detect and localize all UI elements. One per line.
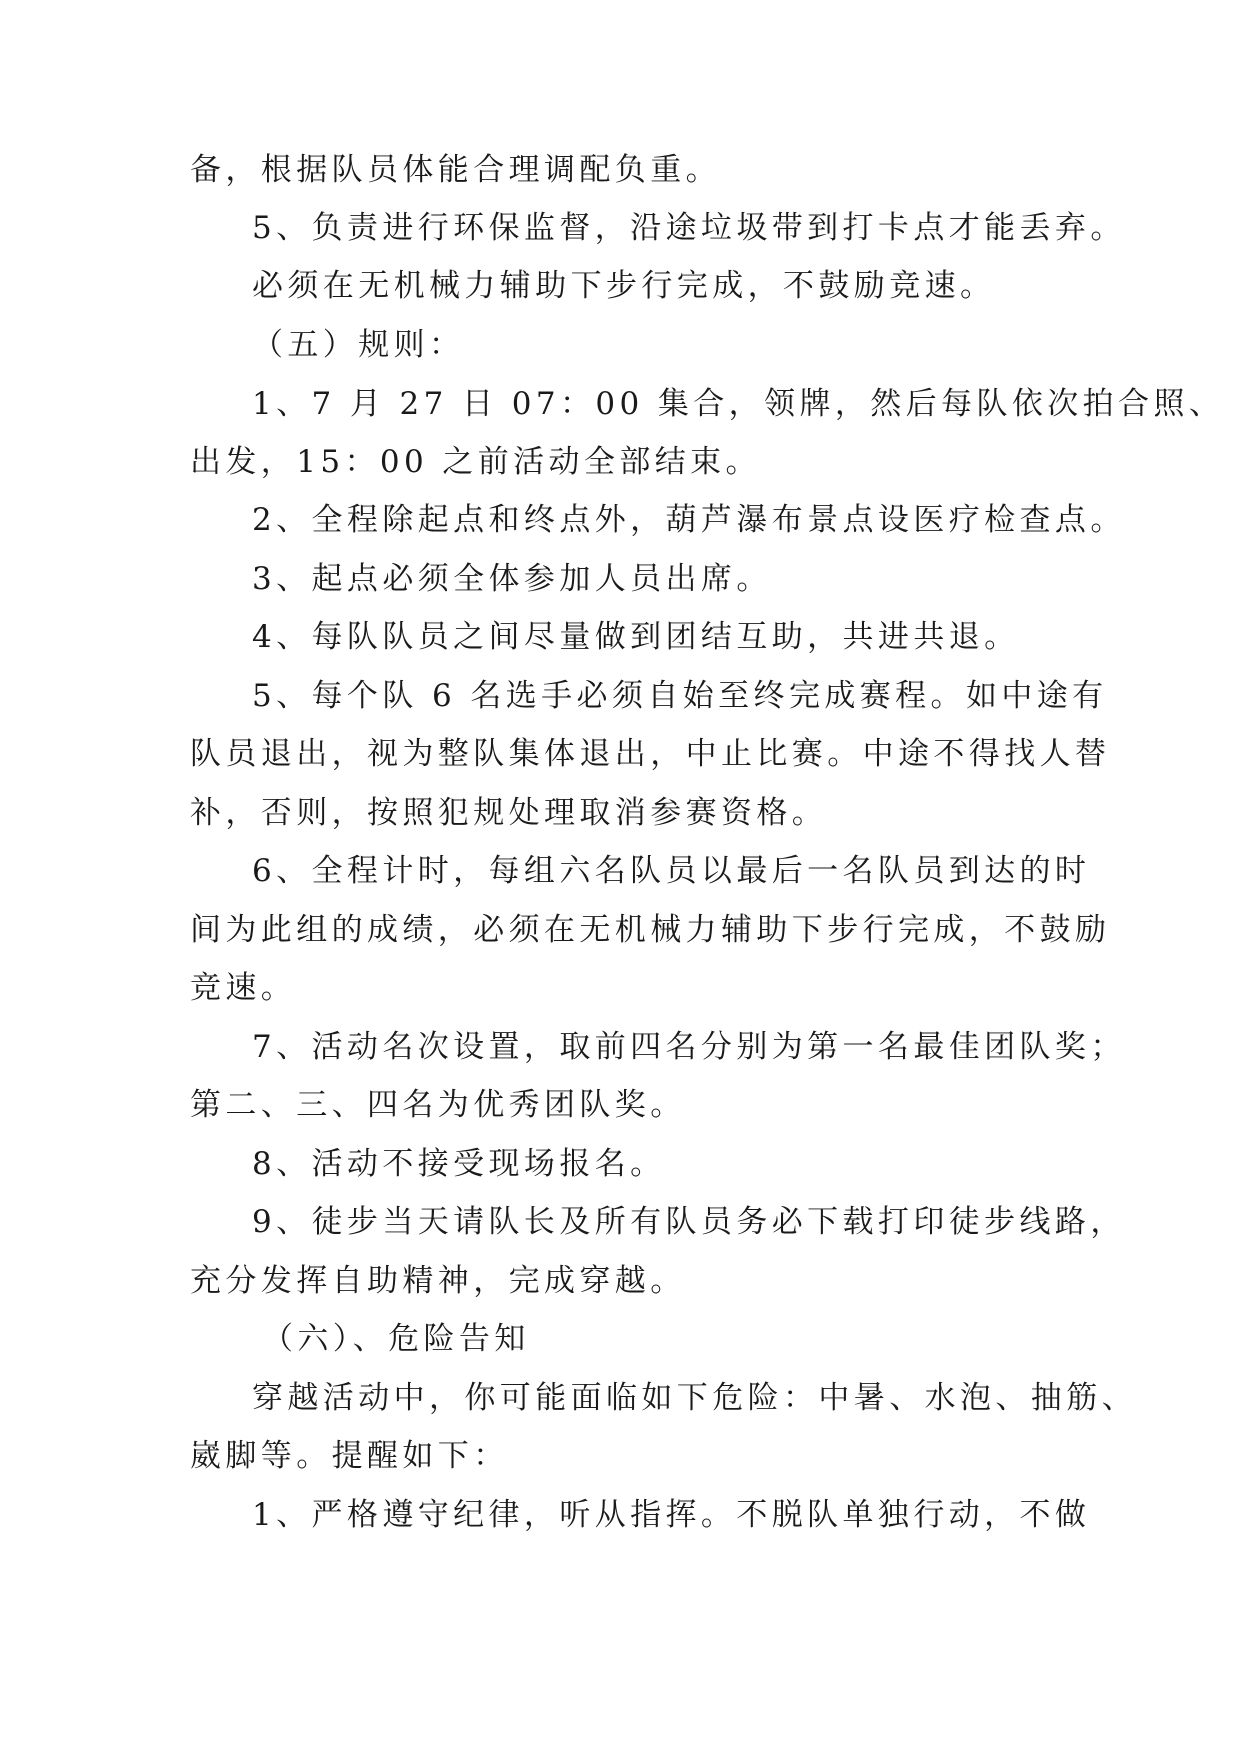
text-line: 9、徒步当天请队长及所有队员务必下载打印徒步线路， bbox=[252, 1204, 1126, 1240]
text-line: 5、每个队 6 名选手必须自始至终完成赛程。如中途有 bbox=[252, 678, 1108, 714]
text-line: 补，否则，按照犯规处理取消参赛资格。 bbox=[190, 795, 828, 831]
text-line: 出发，15：00 之前活动全部结束。 bbox=[190, 444, 761, 480]
text-line: 间为此组的成绩，必须在无机械力辅助下步行完成，不鼓励 bbox=[190, 912, 1111, 948]
text-line: 崴脚等。提醒如下： bbox=[190, 1438, 509, 1474]
text-line: 备，根据队员体能合理调配负重。 bbox=[190, 152, 721, 188]
text-line: 6、全程计时，每组六名队员以最后一名队员到达的时 bbox=[252, 853, 1091, 889]
text-line: 2、全程除起点和终点外，葫芦瀑布景点设医疗检查点。 bbox=[252, 502, 1126, 538]
text-line: 5、负责进行环保监督，沿途垃圾带到打卡点才能丢弃。 bbox=[252, 210, 1126, 246]
text-line: 第二、三、四名为优秀团队奖。 bbox=[190, 1087, 686, 1123]
text-line: 1、严格遵守纪律，听从指挥。不脱队单独行动，不做 bbox=[252, 1497, 1091, 1533]
text-line: 4、每队队员之间尽量做到团结互助，共进共退。 bbox=[252, 619, 1020, 655]
text-line: 7、活动名次设置，取前四名分别为第一名最佳团队奖； bbox=[252, 1029, 1126, 1065]
text-line: 1、7 月 27 日 07：00 集合，领牌，然后每队依次拍合照、 bbox=[252, 386, 1225, 422]
text-line: 竞速。 bbox=[190, 970, 297, 1006]
section-heading: （六）、危险告知 bbox=[262, 1321, 530, 1357]
text-line: 必须在无机械力辅助下步行完成，不鼓励竞速。 bbox=[252, 268, 996, 304]
text-line: 队员退出，视为整队集体退出，中止比赛。中途不得找人替 bbox=[190, 736, 1111, 772]
text-line: 充分发挥自助精神，完成穿越。 bbox=[190, 1263, 686, 1299]
text-line: 8、活动不接受现场报名。 bbox=[252, 1146, 666, 1182]
text-line: 3、起点必须全体参加人员出席。 bbox=[252, 561, 772, 597]
text-line: 穿越活动中，你可能面临如下危险：中暑、水泡、抽筋、 bbox=[252, 1380, 1137, 1416]
section-heading: （五）规则： bbox=[252, 327, 465, 363]
